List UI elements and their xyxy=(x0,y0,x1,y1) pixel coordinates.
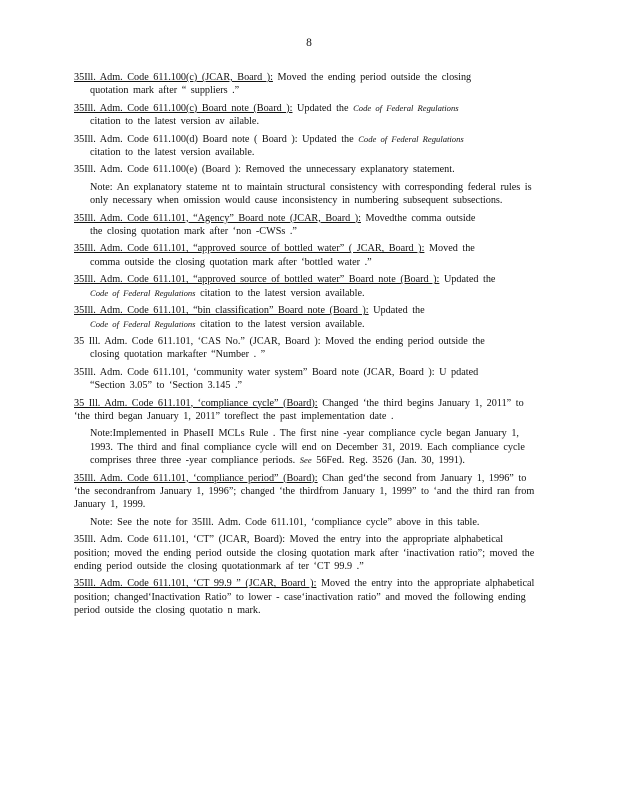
entry-text: Moved the entry into the appropriate alphabetical position; changed‘Inactivation Ratio” to lower - case‘inactivation ratio” and moved the following ending period outside the closing quotatio n mark. xyxy=(74,578,535,617)
entry-continuation xyxy=(74,287,542,300)
citation: 35 Ill. Adm. Code 611.101, ‘CAS No.” (JCAR, Board ): xyxy=(74,335,321,347)
entry-note: Note: An explanatory stateme nt to maintain structural consistency with corresponding federal rules is only necessary when omission would cause inconsistency in numbering subsequent subsections. xyxy=(90,181,532,207)
page-number: 8 xyxy=(306,37,312,49)
citation: 35 Ill. Adm. Code 611.101, ‘compliance cycle” (Board): xyxy=(74,397,318,409)
entry-continuation: closing quotation markafter “Number . ” xyxy=(90,349,266,361)
cfr-title: Code of Federal Regulations xyxy=(358,133,464,144)
entry-text: U pdated xyxy=(439,366,479,378)
entry-text: Movedthe comma outside xyxy=(365,212,476,224)
entry-continuation: comma outside the closing quotation mark after ‘bottled water .” xyxy=(90,256,372,268)
entry-text: Removed the unnecessary explanatory statement. xyxy=(245,164,455,176)
list-item xyxy=(74,133,542,160)
list-item xyxy=(74,304,542,331)
entry-note xyxy=(74,427,542,467)
entry-continuation: the closing quotation mark after ‘non -CWSs .” xyxy=(90,226,297,238)
list-item xyxy=(74,472,542,530)
entry-continuation: citation to the latest version av ailable. xyxy=(90,116,260,128)
entry-text: Updated the xyxy=(302,133,354,145)
citation: 35Ill. Adm. Code 611.100(c) Board note (Board ): xyxy=(74,102,293,114)
entry-continuation xyxy=(74,318,542,331)
entry-text: Updated the xyxy=(297,102,349,114)
cfr-title: Code of Federal Regulations xyxy=(90,318,196,329)
change-list xyxy=(74,71,542,622)
list-item xyxy=(74,366,542,393)
citation: 35Ill. Adm. Code 611.100(c) (JCAR, Board ): xyxy=(74,72,273,83)
entry-continuation-text: citation to the latest version available. xyxy=(200,318,365,330)
list-item xyxy=(74,533,542,573)
list-item xyxy=(74,335,542,362)
citation: 35Ill. Adm. Code 611.101, ‘community water system” Board note (JCAR, Board ): xyxy=(74,366,435,378)
entry-text: Chan ged‘the second from January 1, 1996” to ‘the secondranfrom January 1, 1996”; changed ‘the thirdfrom January 1, 1999” to ‘and the third ran from January 1, 1999. xyxy=(74,472,535,511)
entry-note-text: Note:Implemented in PhaseII MCLs Rule . The first nine -year compliance cycle began January 1, 1993. The third and final compliance cycle will end on December 31, 2019. Each compliance cycle comprises three three -year compliance periods. xyxy=(90,428,525,467)
entry-text: Moved the xyxy=(428,243,475,255)
entry-continuation: citation to the latest version available. xyxy=(90,147,255,159)
citation: 35Ill. Adm. Code 611.101, ‘compliance period” (Board): xyxy=(74,472,318,484)
entry-text: Moved the entry into the appropriate alphabetical position; moved the ending period outside the closing quotation mark after ‘inactivation ratio”; moved the ending period outside the closing quotationmark af ter ‘CT 99.9 .” xyxy=(74,534,535,572)
list-item xyxy=(74,71,542,98)
cfr-title: Code of Federal Regulations xyxy=(90,287,196,298)
citation: 35Ill. Adm. Code 611.101, ‘CT 99.9 ” (JCAR, Board ): xyxy=(74,578,317,590)
list-item xyxy=(74,163,542,207)
entry-continuation: quotation mark after “ suppliers .” xyxy=(90,85,240,97)
entry-text: Moved the ending period outside the xyxy=(325,335,485,347)
citation: 35Ill. Adm. Code 611.101, “approved source of bottled water” ( JCAR, Board ): xyxy=(74,243,425,255)
citation: 35Ill. Adm. Code 611.101, “bin classification” Board note (Board ): xyxy=(74,305,369,317)
cfr-title: Code of Federal Regulations xyxy=(353,102,459,113)
list-item xyxy=(74,242,542,269)
see-signal: See xyxy=(299,455,312,466)
entry-continuation-text: citation to the latest version available. xyxy=(200,287,365,299)
entry-continuation: “Section 3.05” to ‘Section 3.145 .” xyxy=(90,380,243,392)
citation: 35Ill. Adm. Code 611.100(d) Board note ( Board ): xyxy=(74,133,298,145)
citation: 35Ill. Adm. Code 611.101, ‘CT” (JCAR, Board): xyxy=(74,534,286,546)
citation: 35Ill. Adm. Code 611.101, “approved source of bottled water” Board note (Board ): xyxy=(74,274,440,286)
list-item xyxy=(74,212,542,239)
citation: 35Ill. Adm. Code 611.101, “Agency” Board note (JCAR, Board ): xyxy=(74,212,361,224)
list-item xyxy=(74,102,542,129)
entry-text: Moved the ending period outside the closing xyxy=(277,72,472,83)
entry-text: Updated the xyxy=(443,274,496,286)
list-item xyxy=(74,577,542,617)
entry-text: Changed ‘the third begins January 1, 2011” to ‘the third began January 1, 2011” toreflect the past implementation date . xyxy=(74,397,524,422)
entry-note-citation: 56Fed. Reg. 3526 (Jan. 30, 1991). xyxy=(316,455,465,467)
list-item xyxy=(74,273,542,300)
entry-note: Note: See the note for 35Ill. Adm. Code 611.101, ‘compliance cycle” above in this table. xyxy=(90,516,480,528)
list-item xyxy=(74,397,542,468)
entry-text: Updated the xyxy=(373,305,425,317)
citation: 35Ill. Adm. Code 611.100(e) (Board ): xyxy=(74,164,241,176)
